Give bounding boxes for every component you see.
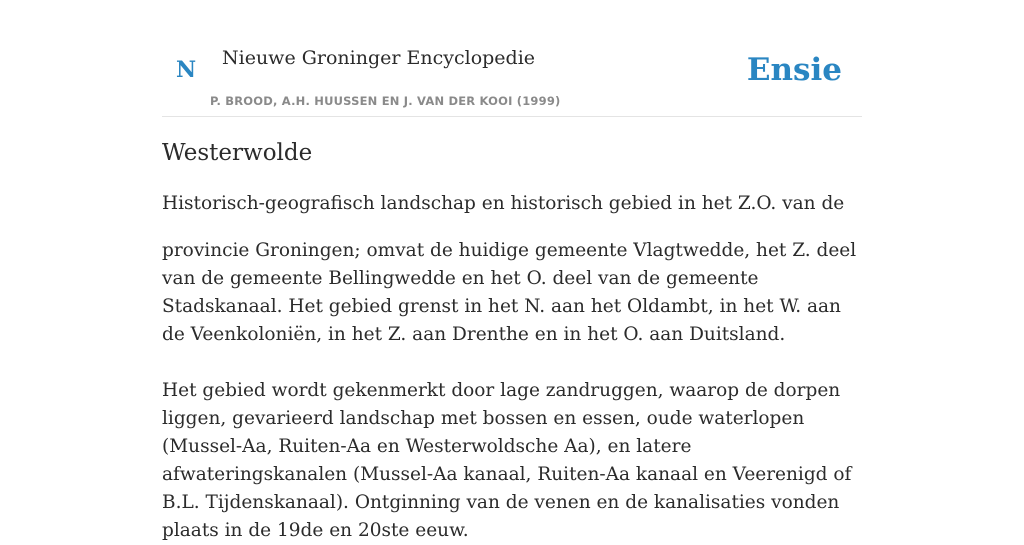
article-body: [162, 136, 862, 545]
article-paragraph: provincie Groningen; omvat de huidige gemeente Vlagtwedde, het Z. deel van de gemeente Bellingwedde en het O. deel van de gemeente Stadskanaal. Het gebied grenst in het N. aan het Oldambt, in het W. aan de Veenkoloniën, in het Z. aan Drenthe en in het O. aan Duitsland.: [162, 240, 857, 345]
article-title: Westerwolde: [162, 140, 313, 166]
encyclopedia-authors: P. BROOD, A.H. HUUSSEN EN J. VAN DER KOOI (1999): [210, 94, 561, 108]
encyclopedia-title[interactable]: Nieuwe Groninger Encyclopedie: [222, 47, 536, 69]
ensie-logo-link[interactable]: Ensie: [746, 52, 842, 88]
site-header: [162, 0, 862, 117]
encyclopedia-logo-icon[interactable]: N: [176, 57, 197, 83]
article-lead: Historisch-geografisch landschap en historisch gebied in het Z.O. van de: [162, 193, 845, 214]
article-paragraph: Het gebied wordt gekenmerkt door lage zandruggen, waarop de dorpen liggen, gevarieerd landschap met bossen en essen, oude waterlopen (Mussel-Aa, Ruiten-Aa en Westerwoldsche Aa), en latere afwateringskanalen (Mussel-Aa kanaal, Ruiten-Aa kanaal en Veerenigd of B.L. Tijdenskanaal). Ontginning van de venen en de kanalisaties vonden plaats in de 19de en 20ste eeuw.: [162, 380, 852, 541]
